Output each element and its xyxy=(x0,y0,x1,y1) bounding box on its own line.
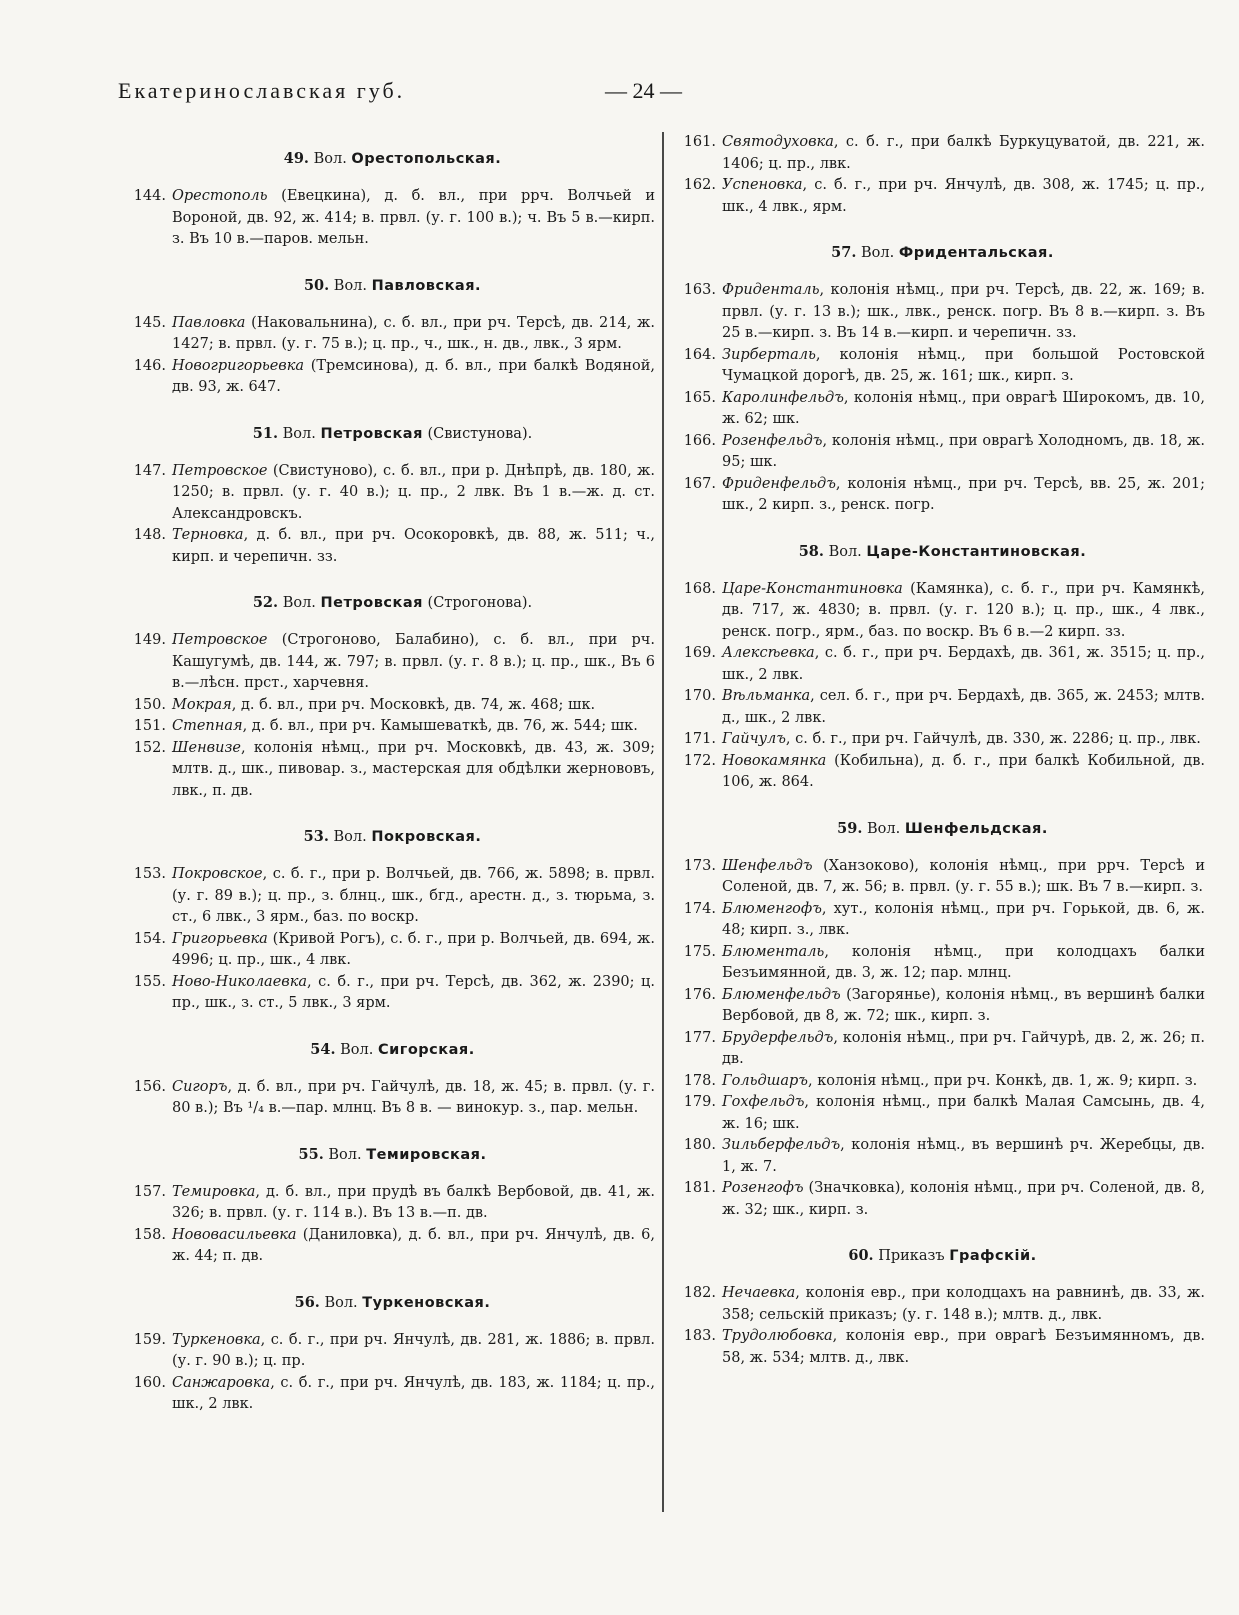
settlement-entry xyxy=(680,751,1205,794)
settlement-name: Зирберталь xyxy=(722,346,816,363)
settlement-entry xyxy=(130,630,655,695)
entry-number: 164. xyxy=(683,346,716,363)
entry-details: , с. б. г., при рч. Терсѣ, дв. 362, ж. 2390; ц. пр., шк., з. ст., 5 лвк., 3 ярм. xyxy=(172,973,655,1011)
entry-number: 160. xyxy=(133,1374,166,1391)
settlement-entry xyxy=(680,1283,1205,1326)
page-number: — 24 — xyxy=(605,78,682,103)
settlement-name: Царе-Константиновка xyxy=(722,580,903,597)
entry-details: , хут., колонія нѣмц., при рч. Горькой, дв. 6, ж. 48; кирп. з., лвк. xyxy=(722,900,1205,938)
settlement-name: Успеновка xyxy=(722,177,803,193)
volost-name: Туркеновская. xyxy=(362,1294,491,1311)
settlement-entry xyxy=(680,985,1205,1028)
entry-number: 180. xyxy=(683,1137,716,1153)
volost-kind: Приказъ xyxy=(878,1248,945,1264)
settlement-name: Вѣльманка xyxy=(722,688,811,704)
entry-details: , колонія евр., при колодцахъ на равнинѣ, дв. 33, ж. 358; сельскій приказъ; (у. г. 148 в.); млтв. д., лвк. xyxy=(722,1285,1205,1323)
settlement-name: Санжаровка xyxy=(172,1374,271,1391)
running-title: Екатеринославская губ. xyxy=(118,78,406,103)
entry-details: (Свистуново), с. б. вл., при р. Днѣпрѣ, дв. 180, ж. 1250; в. првл. (у. г. 40 в.); ц. пр., 2 лвк. Въ 1 в.—ж. д. ст. Александровскъ. xyxy=(172,462,655,522)
volost-number: 58. xyxy=(798,542,824,560)
entry-number: 176. xyxy=(683,986,716,1003)
entry-details: , с. б. г., при рч. Бердахѣ, дв. 361, ж. 3515; ц. пр., шк., 2 лвк. xyxy=(722,645,1205,683)
page-header xyxy=(0,78,1239,112)
volost-name: Графскій. xyxy=(949,1248,1037,1264)
settlement-name: Трудолюбовка xyxy=(722,1328,833,1344)
volost-name: Покровская. xyxy=(371,829,482,845)
settlement-entry xyxy=(680,579,1205,644)
settlement-name: Петровское xyxy=(172,632,268,648)
volost-kind: Вол. xyxy=(333,277,368,294)
settlement-entry xyxy=(680,1092,1205,1135)
settlement-entry xyxy=(130,972,655,1015)
settlement-name: Шенфельдъ xyxy=(722,857,813,874)
entry-number: 183. xyxy=(683,1328,716,1344)
volost-kind: Вол. xyxy=(333,829,367,845)
entry-number: 170. xyxy=(683,688,716,704)
settlement-entry xyxy=(680,729,1205,751)
settlement-entry xyxy=(130,461,655,526)
settlement-entry xyxy=(130,525,655,568)
entry-details: , колонія евр., при оврагѣ Безъимянномъ, дв. 58, ж. 534; млтв. д., лвк. xyxy=(722,1328,1205,1366)
entry-number: 177. xyxy=(683,1029,716,1046)
settlement-name: Темировка xyxy=(172,1183,256,1200)
entry-details: (Даниловка), д. б. вл., при рч. Янчулѣ, дв. 6, ж. 44; п. дв. xyxy=(172,1226,655,1264)
settlement-name: Зильберфельдъ xyxy=(722,1137,841,1153)
volost-heading xyxy=(680,1247,1205,1265)
entry-details: (Кобильна), д. б. г., при балкѣ Кобильной, дв. 106, ж. 864. xyxy=(722,752,1205,790)
settlement-name: Сигоръ xyxy=(172,1078,228,1095)
volost-alt-name: (Строгонова). xyxy=(422,595,533,611)
settlement-entry xyxy=(680,1326,1205,1369)
settlement-name: Розенгофъ xyxy=(722,1180,804,1196)
settlement-entry xyxy=(680,388,1205,431)
settlement-entry xyxy=(680,899,1205,942)
settlement-entry xyxy=(680,1028,1205,1071)
settlement-entry xyxy=(130,738,655,803)
entry-number: 146. xyxy=(133,357,166,374)
volost-number: 54. xyxy=(310,1040,336,1058)
left-column xyxy=(130,132,655,1416)
volost-name: Сигорская. xyxy=(377,1041,475,1058)
entry-number: 173. xyxy=(683,857,716,874)
settlement-name: Покровское xyxy=(172,866,263,882)
entry-details: (Кривой Рогъ), с. б. г., при р. Волчьей, дв. 694, ж. 4996; ц. пр., шк., 4 лвк. xyxy=(172,930,655,968)
settlement-entry xyxy=(130,186,655,251)
volost-number: 51. xyxy=(252,424,279,442)
settlement-name: Гольдшаръ xyxy=(722,1072,808,1089)
entry-number: 167. xyxy=(683,475,716,492)
entry-details: (Евецкина), д. б. вл., при ррч. Волчьей и Вороной, дв. 92, ж. 414; в. првл. (у. г. 100 в.); ч. Въ 5 в.—кирп. з. Въ 10 в.—паров. мельн. xyxy=(172,188,655,247)
settlement-name: Нечаевка xyxy=(722,1285,796,1301)
entry-details: , д. б. вл., при рч. Гайчулѣ, дв. 18, ж. 45; в. првл. (у. г. 80 в.); Въ ¹/₄ в.—пар. млнц. Въ 8 в. — винокур. з., пар. мельн. xyxy=(172,1078,655,1116)
volost-heading xyxy=(130,1041,655,1059)
settlement-name: Ново-Николаевка xyxy=(172,973,308,990)
volost-kind: Вол. xyxy=(324,1294,358,1311)
settlement-entry xyxy=(680,474,1205,517)
volost-heading xyxy=(130,828,655,846)
entry-details: , колонія нѣмц., при рч. Терсѣ, вв. 25, ж. 201; шк., 2 кирп. з., ренск. погр. xyxy=(722,475,1205,513)
volost-kind: Вол. xyxy=(282,595,316,611)
volost-heading xyxy=(130,425,655,443)
settlement-name: Блюменфельдъ xyxy=(722,986,841,1003)
entry-details: , колонія нѣмц., при рч. Московкѣ, дв. 43, ж. 309; млтв. д., шк., пивовар. з., мастерская для обдѣлки жернововъ, лвк., п. дв. xyxy=(172,739,655,799)
volost-number: 56. xyxy=(294,1293,320,1311)
entry-number: 153. xyxy=(133,866,166,882)
settlement-entry xyxy=(680,1135,1205,1178)
settlement-entry xyxy=(680,431,1205,474)
entry-number: 165. xyxy=(683,389,716,406)
entry-number: 178. xyxy=(683,1072,716,1089)
entry-details: , д. б. вл., при прудѣ въ балкѣ Вербовой, дв. 41, ж. 326; в. првл. (у. г. 114 в.). Въ 13 в.—п. дв. xyxy=(172,1183,655,1221)
volost-number: 57. xyxy=(831,244,857,261)
volost-name: Шенфельдская. xyxy=(904,820,1048,837)
volost-alt-name: (Свистунова). xyxy=(422,425,533,442)
entry-number: 157. xyxy=(133,1183,166,1200)
entry-number: 174. xyxy=(683,900,716,917)
settlement-name: Блюменгофъ xyxy=(722,900,822,917)
entry-details: (Значковка), колонія нѣмц., при рч. Соленой, дв. 8, ж. 32; шк., кирп. з. xyxy=(722,1180,1205,1218)
settlement-name: Блюменталь xyxy=(722,943,825,960)
entry-number: 158. xyxy=(133,1226,166,1243)
volost-kind: Вол. xyxy=(313,151,347,167)
settlement-entry xyxy=(680,280,1205,345)
settlement-entry xyxy=(680,345,1205,388)
entry-number: 150. xyxy=(133,696,166,713)
settlement-name: Святодуховка xyxy=(722,134,834,150)
entry-number: 169. xyxy=(683,645,716,661)
entry-details: , колонія нѣмц., при колодцахъ балки Безъимянной, дв. 3, ж. 12; пар. млнц. xyxy=(722,943,1205,981)
volost-kind: Вол. xyxy=(328,1146,362,1163)
volost-number: 50. xyxy=(303,276,330,294)
entry-number: 172. xyxy=(683,752,716,769)
volost-heading xyxy=(680,820,1205,838)
entry-details: , д. б. вл., при рч. Камышеваткѣ, дв. 76, ж. 544; шк. xyxy=(242,718,638,734)
volost-number: 52. xyxy=(252,594,279,611)
entry-number: 154. xyxy=(133,930,166,947)
settlement-name: Гохфельдъ xyxy=(722,1094,805,1110)
entry-number: 156. xyxy=(133,1078,166,1095)
entry-details: , сел. б. г., при рч. Бердахѣ, дв. 365, ж. 2453; млтв. д., шк., 2 лвк. xyxy=(722,688,1205,726)
entry-details: (Камянка), с. б. г., при рч. Камянкѣ, дв. 717, ж. 4830; в. првл. (у. г. 120 в.); ц. пр., шк., 4 лвк., ренск. погр., ярм., баз. по воскр. Въ 6 в.—2 кирп. зз. xyxy=(722,580,1205,640)
volost-number: 55. xyxy=(298,1145,324,1163)
entry-number: 166. xyxy=(683,432,716,449)
entry-details: (Строгоново, Балабино), с. б. вл., при рч. Кашугумѣ, дв. 144, ж. 797; в. првл. (у. г. 8 в.); ц. пр., шк., Въ 6 в.—лѣсн. прст., харчевня. xyxy=(172,632,655,691)
volost-kind: Вол. xyxy=(866,820,901,837)
settlement-entry xyxy=(680,643,1205,686)
entry-details: (Тремсинова), д. б. вл., при балкѣ Водяной, дв. 93, ж. 647. xyxy=(172,357,655,395)
settlement-entry xyxy=(130,716,655,738)
settlement-name: Розенфельдъ xyxy=(722,432,823,449)
entry-number: 171. xyxy=(683,731,716,747)
settlement-entry xyxy=(130,864,655,929)
settlement-name: Новокамянка xyxy=(722,752,827,769)
entry-details: , д. б. вл., при рч. Осокоровкѣ, дв. 88, ж. 511; ч., кирп. и черепичн. зз. xyxy=(172,527,655,565)
settlement-name: Фриденфельдъ xyxy=(722,475,836,492)
settlement-entry xyxy=(680,942,1205,985)
entry-number: 163. xyxy=(683,282,716,298)
entry-details: , колонія нѣмц., при рч. Конкѣ, дв. 1, ж. 9; кирп. з. xyxy=(807,1072,1198,1089)
volost-kind: Вол. xyxy=(282,425,316,442)
settlement-entry xyxy=(130,1330,655,1373)
settlement-name: Степная xyxy=(172,718,243,734)
settlement-entry xyxy=(680,1178,1205,1221)
settlement-name: Мокрая xyxy=(172,696,232,713)
settlement-entry xyxy=(680,132,1205,175)
entry-number: 168. xyxy=(683,580,716,597)
entry-details: (Ханзоково), колонія нѣмц., при ррч. Терсѣ и Соленой, дв. 7, ж. 56; в. првл. (у. г. 55 в.); шк. Въ 7 в.—кирп. з. xyxy=(722,857,1205,895)
volost-heading xyxy=(680,543,1205,561)
entry-number: 181. xyxy=(683,1180,716,1196)
settlement-entry xyxy=(130,929,655,972)
entry-details: , колонія нѣмц., при рч. Гайчурѣ, дв. 2, ж. 26; п. дв. xyxy=(722,1029,1205,1067)
volost-heading xyxy=(130,594,655,612)
volost-heading xyxy=(130,1294,655,1312)
settlement-entry xyxy=(680,175,1205,218)
settlement-name: Григорьевка xyxy=(172,930,268,947)
entry-details: , колонія нѣмц., при оврагѣ Широкомъ, дв. 10, ж. 62; шк. xyxy=(722,389,1205,427)
settlement-entry xyxy=(680,686,1205,729)
settlement-entry xyxy=(130,1077,655,1120)
entry-number: 152. xyxy=(133,739,166,756)
settlement-entry xyxy=(130,1373,655,1416)
volost-name: Петровская xyxy=(320,425,423,442)
entry-number: 147. xyxy=(133,462,166,479)
entry-number: 155. xyxy=(133,973,166,990)
settlement-name: Алексѣевка xyxy=(722,645,815,661)
settlement-name: Каролинфельдъ xyxy=(722,389,844,406)
entry-details: , с. б. г., при рч. Янчулѣ, дв. 183, ж. 1184; ц. пр., шк., 2 лвк. xyxy=(172,1374,655,1412)
entry-details: , с. б. г., при р. Волчьей, дв. 766, ж. 5898; в. првл. (у. г. 89 в.); ц. пр., з. блнц., шк., бгд., арестн. д., з. тюрьма, з. ст., 6 лвк., 3 ярм., баз. по воскр. xyxy=(172,866,655,925)
column-divider xyxy=(662,132,664,1512)
entry-details: , с. б. г., при рч. Гайчулѣ, дв. 330, ж. 2286; ц. пр., лвк. xyxy=(785,731,1201,747)
settlement-entry xyxy=(680,1071,1205,1093)
volost-number: 53. xyxy=(303,828,329,845)
entry-number: 179. xyxy=(683,1094,716,1110)
volost-name: Темировская. xyxy=(366,1146,487,1163)
volost-heading xyxy=(130,150,655,168)
settlement-name: Петровское xyxy=(172,462,268,479)
entry-details: , с. б. г., при рч. Янчулѣ, дв. 308, ж. 1745; ц. пр., шк., 4 лвк., ярм. xyxy=(722,177,1205,215)
volost-kind: Вол. xyxy=(861,245,895,261)
volost-number: 60. xyxy=(848,1247,874,1264)
volost-name: Петровская xyxy=(320,595,423,611)
settlement-name: Новогригорьевка xyxy=(172,357,305,374)
entry-number: 149. xyxy=(133,632,166,648)
settlement-entry xyxy=(130,695,655,717)
entry-details: , колонія нѣмц., при оврагѣ Холодномъ, дв. 18, ж. 95; шк. xyxy=(722,432,1205,470)
entry-details: (Наковальнина), с. б. вл., при рч. Терсѣ, дв. 214, ж. 1427; в. првл. (у. г. 75 в.); ц. пр., ч., шк., н. дв., лвк., 3 ярм. xyxy=(172,314,655,352)
entry-details: , колонія нѣмц., въ вершинѣ рч. Жеребцы, дв. 1, ж. 7. xyxy=(722,1137,1205,1175)
volost-heading xyxy=(130,1146,655,1164)
settlement-entry xyxy=(680,856,1205,899)
settlement-entry xyxy=(130,1182,655,1225)
settlement-name: Павловка xyxy=(172,314,246,331)
settlement-name: Гайчулъ xyxy=(722,731,786,747)
entry-details: , с. б. г., при балкѣ Буркуцуватой, дв. 221, ж. 1406; ц. пр., лвк. xyxy=(722,134,1205,172)
settlement-name: Нововасильевка xyxy=(172,1226,297,1243)
settlement-name: Шенвизе xyxy=(172,739,241,756)
entry-number: 159. xyxy=(133,1331,166,1348)
volost-number: 49. xyxy=(283,150,309,167)
settlement-name: Орестополь xyxy=(172,188,268,204)
volost-name: Царе-Константиновская. xyxy=(866,543,1087,560)
entry-number: 148. xyxy=(133,527,166,543)
right-column xyxy=(680,132,1205,1369)
entry-number: 175. xyxy=(683,943,716,960)
entry-number: 162. xyxy=(683,177,716,193)
entry-details: (Загорянье), колонія нѣмц., въ вершинѣ балки Вербовой, дв 8, ж. 72; шк., кирп. з. xyxy=(722,986,1205,1024)
settlement-entry xyxy=(130,1225,655,1268)
volost-heading xyxy=(680,244,1205,262)
volost-name: Орестопольская. xyxy=(351,151,502,167)
entry-details: , колонія нѣмц., при рч. Терсѣ, дв. 22, ж. 169; в. првл. (у. г. 13 в.); шк., лвк., ренск. погр. Въ 8 в.—кирп. з. Въ 25 в.—кирп. з. Въ 14 в.—кирп. и черепичн. зз. xyxy=(722,282,1205,341)
entry-number: 145. xyxy=(133,314,166,331)
settlement-name: Брудерфельдъ xyxy=(722,1029,834,1046)
entry-details: , д. б. вл., при рч. Московкѣ, дв. 74, ж. 468; шк. xyxy=(231,696,596,713)
volost-number: 59. xyxy=(837,819,863,837)
entry-details: , колонія нѣмц., при балкѣ Малая Самсынь, дв. 4, ж. 16; шк. xyxy=(722,1094,1205,1132)
settlement-name: Фриденталь xyxy=(722,282,820,298)
entry-number: 182. xyxy=(683,1285,716,1301)
entry-details: , с. б. г., при рч. Янчулѣ, дв. 281, ж. 1886; в. првл. (у. г. 90 в.); ц. пр. xyxy=(172,1331,655,1369)
entry-number: 151. xyxy=(133,718,166,734)
volost-name: Павловская. xyxy=(371,277,482,294)
volost-name: Фридентальская. xyxy=(898,245,1054,261)
entry-number: 161. xyxy=(683,134,716,150)
settlement-entry xyxy=(130,313,655,356)
settlement-name: Терновка xyxy=(172,527,244,543)
volost-kind: Вол. xyxy=(340,1041,374,1058)
volost-heading xyxy=(130,277,655,295)
entry-number: 144. xyxy=(133,188,166,204)
settlement-name: Туркеновка xyxy=(172,1331,261,1348)
settlement-entry xyxy=(130,356,655,399)
entry-details: , колонія нѣмц., при большой Ростовской Чумацкой дорогѣ, дв. 25, ж. 161; шк., кирп. з. xyxy=(722,346,1205,384)
volost-kind: Вол. xyxy=(828,543,862,560)
